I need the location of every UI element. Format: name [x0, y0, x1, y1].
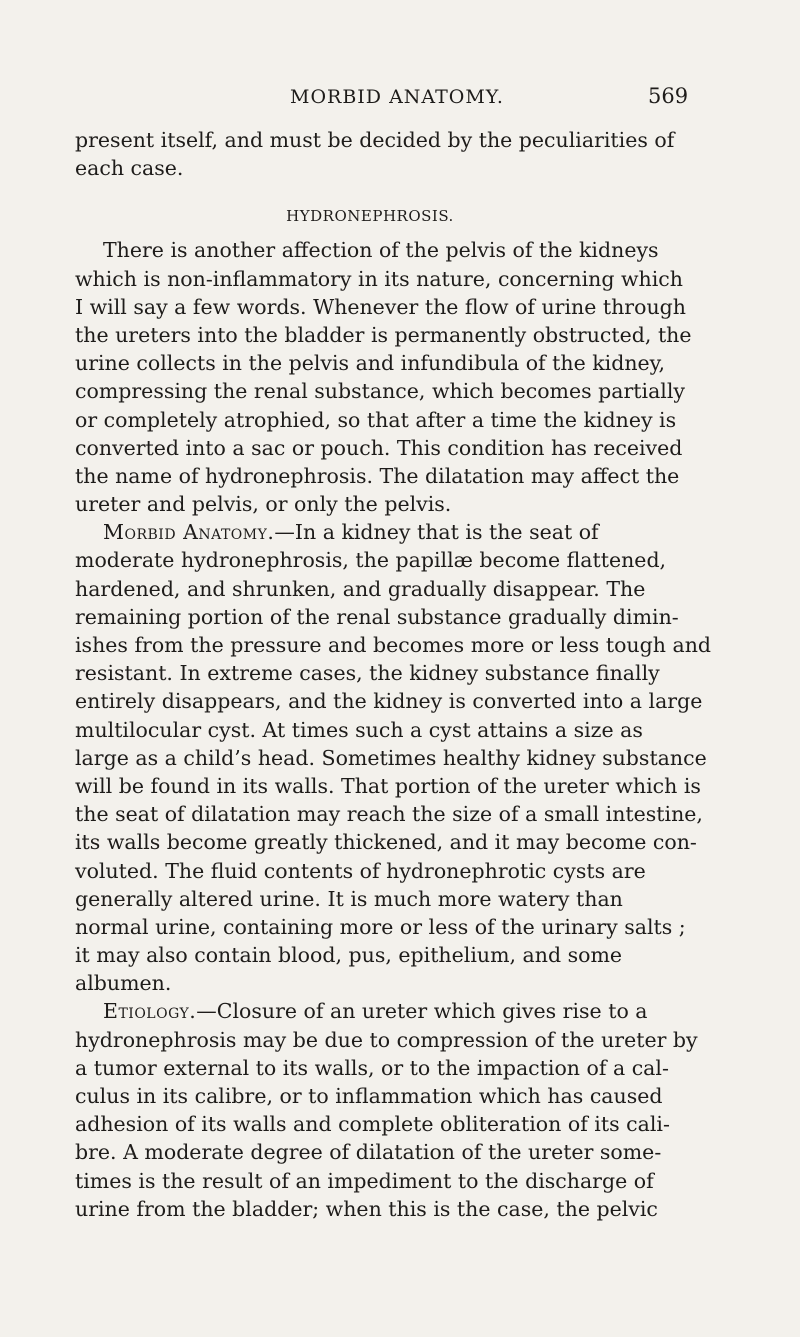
text-line: albumen. [75, 971, 172, 996]
text-line: present itself, and must be decided by the peculiarities of [75, 128, 675, 152]
body-text [75, 126, 712, 1223]
text-line: a tumor external to its walls, or to the impaction of a cal- [75, 1055, 669, 1080]
text-line: multilocular cyst. At times such a cyst attains a size as [75, 717, 643, 742]
text-line: compressing the renal substance, which becomes partially [75, 379, 685, 404]
section-heading: HYDRONEPHROSIS. [286, 207, 454, 226]
running-head: MORBID ANATOMY. [290, 86, 504, 108]
text-line: times is the result of an impediment to the discharge of [75, 1168, 654, 1193]
text-line: ureter and pelvis, or only the pelvis. [75, 492, 452, 517]
text-line: I will say a few words. Whenever the flow of urine through [75, 294, 686, 319]
text-line: each case. [75, 156, 184, 181]
text-line: urine collects in the pelvis and infundibula of the kidney, [75, 351, 666, 376]
run-in-heading-morbid-anatomy: Morbid Anatomy. [103, 520, 275, 545]
text-line: culus in its calibre, or to inflammation which has caused [75, 1084, 663, 1108]
page-number: 569 [648, 84, 689, 108]
text-line: normal urine, containing more or less of the urinary salts ; [75, 914, 686, 939]
text-line: urine from the bladder; when this is the case, the pelvic [75, 1196, 658, 1221]
text-line [75, 997, 705, 1025]
text-line [75, 518, 705, 546]
text-line: ishes from the pressure and becomes more or less tough and [75, 633, 712, 657]
text-line: generally altered urine. It is much more watery than [75, 886, 623, 911]
text-line-rest: —In a kidney that is the seat of [274, 520, 599, 545]
run-in-heading-etiology: Etiology. [103, 999, 197, 1024]
text-line: entirely disappears, and the kidney is converted into a large [75, 689, 703, 714]
text-line: remaining portion of the renal substance gradually dimin- [75, 604, 679, 629]
text-line: the seat of dilatation may reach the size of a small intestine, [75, 802, 703, 827]
text-line: the ureters into the bladder is permanently obstructed, the [75, 322, 692, 347]
text-line: moderate hydronephrosis, the papillæ become flattened, [75, 548, 667, 573]
text-line: it may also contain blood, pus, epithelium, and some [75, 943, 623, 968]
text-line: hydronephrosis may be due to compression of the ureter by [75, 1027, 698, 1052]
text-line: the name of hydronephrosis. The dilatation may affect the [75, 463, 680, 488]
text-line: hardened, and shrunken, and gradually disappear. The [75, 576, 646, 601]
text-line: will be found in its walls. That portion of the ureter which is [75, 773, 701, 798]
text-line: converted into a sac or pouch. This condition has received [75, 435, 683, 460]
text-line: voluted. The fluid contents of hydronephrotic cysts are [75, 858, 646, 883]
text-line-rest: —Closure of an ureter which gives rise to a [196, 999, 648, 1024]
text-line: resistant. In extreme cases, the kidney substance finally [75, 661, 660, 686]
text-line: which is non-inflammatory in its nature, concerning which [75, 266, 683, 291]
text-line: bre. A moderate degree of dilatation of the ureter some- [75, 1140, 662, 1165]
text-line: There is another affection of the pelvis of the kidneys [103, 238, 659, 263]
text-line: adhesion of its walls and complete obliteration of its cali- [75, 1112, 670, 1137]
text-line: or completely atrophied, so that after a time the kidney is [75, 407, 677, 432]
text-line: large as a child’s head. Sometimes healthy kidney substance [75, 745, 707, 770]
text-line: its walls become greatly thickened, and it may become con- [75, 830, 697, 855]
